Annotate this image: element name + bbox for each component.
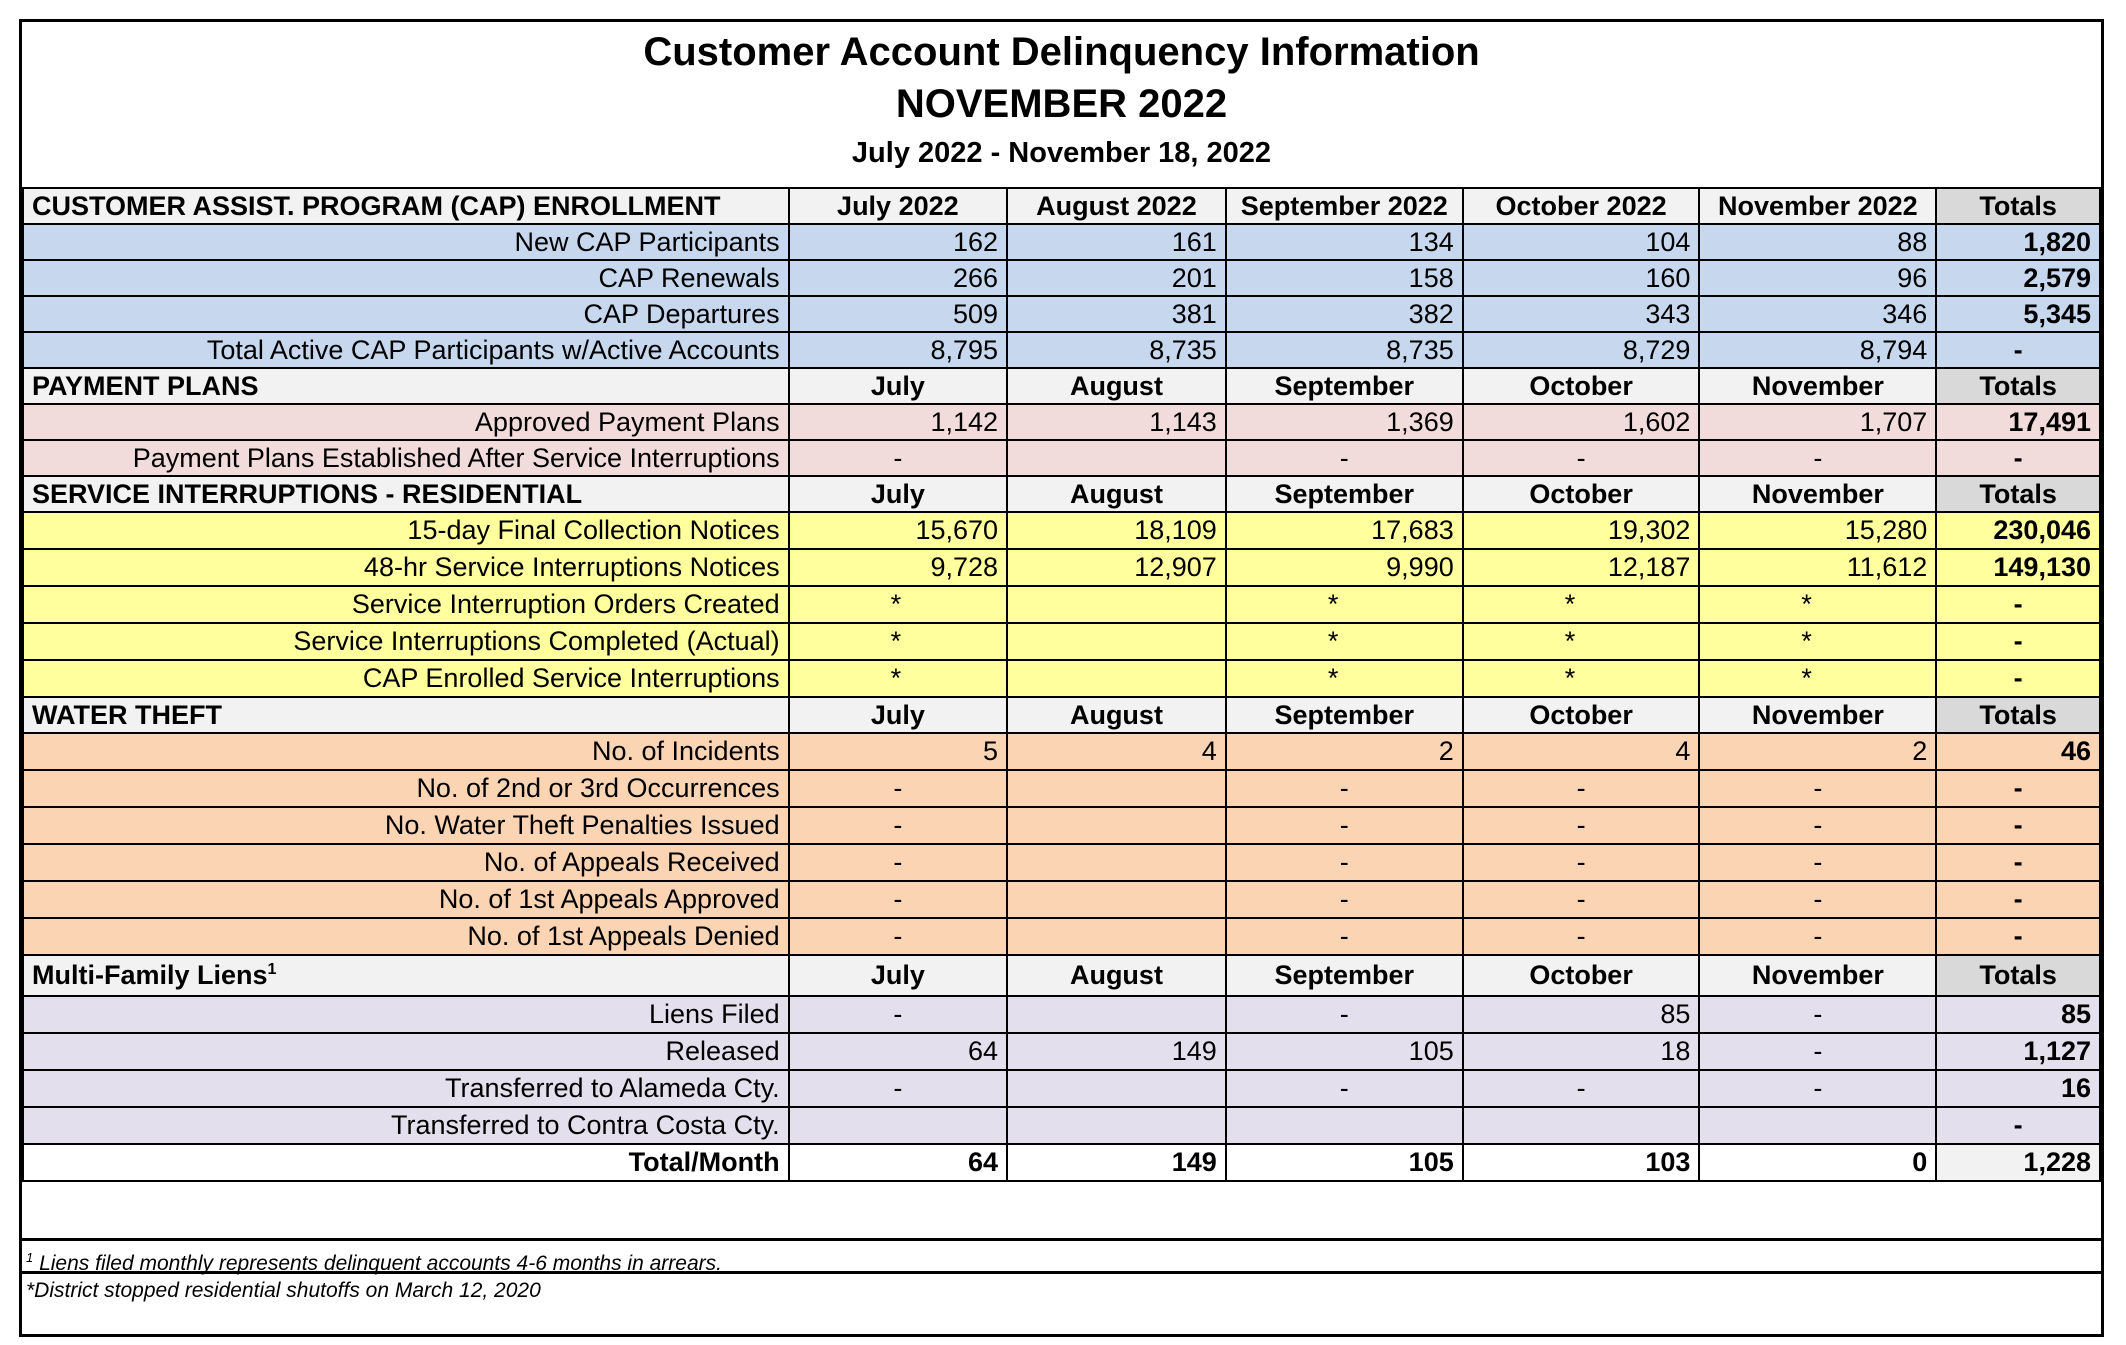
report-title: Customer Account Delinquency Information xyxy=(643,30,1480,74)
section-title xyxy=(23,697,789,733)
table-cell: 509 xyxy=(789,296,1007,332)
row-total: 149,130 xyxy=(1936,549,2100,586)
footnote-ref: 1 xyxy=(267,961,277,978)
row-total: 16 xyxy=(1936,1070,2100,1107)
table-cell: 96 xyxy=(1699,260,1936,296)
row-label: No. of Incidents xyxy=(23,733,789,770)
table-cell: 12,187 xyxy=(1463,549,1700,586)
delinquency-table xyxy=(22,187,2101,1182)
column-header: November xyxy=(1699,697,1936,733)
row-label: CAP Renewals xyxy=(23,260,789,296)
table-row xyxy=(23,996,2100,1033)
table-cell: 0 xyxy=(1699,1144,1936,1181)
table-row xyxy=(23,260,2100,296)
table-cell: 149 xyxy=(1007,1144,1226,1181)
table-cell: 88 xyxy=(1699,224,1936,260)
table-cell: - xyxy=(789,881,1007,918)
column-header: November 2022 xyxy=(1699,188,1936,224)
column-header: November xyxy=(1699,368,1936,404)
table-cell xyxy=(1007,440,1226,476)
row-total: - xyxy=(1936,1107,2100,1144)
row-label: No. of 2nd or 3rd Occurrences xyxy=(23,770,789,807)
table-cell: 105 xyxy=(1226,1033,1463,1070)
table-cell xyxy=(1007,996,1226,1033)
row-label: No. of Appeals Received xyxy=(23,844,789,881)
row-label: CAP Enrolled Service Interruptions xyxy=(23,660,789,697)
column-header: October xyxy=(1463,697,1700,733)
table-cell: - xyxy=(1463,807,1700,844)
row-label: No. of 1st Appeals Denied xyxy=(23,918,789,955)
row-total: 85 xyxy=(1936,996,2100,1033)
table-cell: * xyxy=(1699,623,1936,660)
table-cell: 19,302 xyxy=(1463,512,1700,549)
row-total: - xyxy=(1936,881,2100,918)
column-header: July 2022 xyxy=(789,188,1007,224)
table-cell: 1,707 xyxy=(1699,404,1936,440)
table-cell: 1,142 xyxy=(789,404,1007,440)
table-cell: 2 xyxy=(1226,733,1463,770)
row-label: Released xyxy=(23,1033,789,1070)
table-cell: 103 xyxy=(1463,1144,1700,1181)
table-cell: 382 xyxy=(1226,296,1463,332)
section-header-wat xyxy=(23,697,2100,733)
table-row xyxy=(23,807,2100,844)
row-label: 48-hr Service Interruptions Notices xyxy=(23,549,789,586)
table-cell: * xyxy=(1463,623,1700,660)
column-header: August 2022 xyxy=(1007,188,1226,224)
table-cell: 9,728 xyxy=(789,549,1007,586)
column-header: August xyxy=(1007,955,1226,996)
column-header: August xyxy=(1007,697,1226,733)
column-header: September xyxy=(1226,955,1463,996)
table-cell: - xyxy=(1463,770,1700,807)
column-header: Totals xyxy=(1936,188,2100,224)
section-header-cap xyxy=(23,188,2100,224)
table-cell: - xyxy=(1463,844,1700,881)
table-cell: - xyxy=(1226,996,1463,1033)
row-label: Total Active CAP Participants w/Active Accounts xyxy=(23,332,789,368)
table-cell: 201 xyxy=(1007,260,1226,296)
column-header: July xyxy=(789,955,1007,996)
section-title xyxy=(23,955,789,996)
table-cell xyxy=(789,1107,1007,1144)
table-cell: * xyxy=(789,586,1007,623)
table-row xyxy=(23,224,2100,260)
table-cell: 5 xyxy=(789,733,1007,770)
footnote-liens xyxy=(22,1238,2101,1275)
table-row xyxy=(23,733,2100,770)
column-header: July xyxy=(789,368,1007,404)
section-title-text: CUSTOMER ASSIST. PROGRAM (CAP) ENROLLMENT xyxy=(32,190,721,221)
row-total: - xyxy=(1936,623,2100,660)
table-cell: - xyxy=(1699,1070,1936,1107)
row-total: - xyxy=(1936,844,2100,881)
table-cell: - xyxy=(1463,918,1700,955)
table-cell: - xyxy=(1463,881,1700,918)
report-month: NOVEMBER 2022 xyxy=(895,82,1228,126)
table-cell: * xyxy=(1226,660,1463,697)
table-cell: 2 xyxy=(1699,733,1936,770)
table-cell: 162 xyxy=(789,224,1007,260)
section-header-lien xyxy=(23,955,2100,996)
row-total: - xyxy=(1936,586,2100,623)
row-total: - xyxy=(1936,660,2100,697)
table-row xyxy=(23,440,2100,476)
row-total: - xyxy=(1936,918,2100,955)
section-header-pay xyxy=(23,368,2100,404)
footnote-shutoffs: *District stopped residential shutoffs on March 12, 2020 xyxy=(22,1271,2101,1304)
table-row xyxy=(23,881,2100,918)
table-cell: 134 xyxy=(1226,224,1463,260)
table-cell: 160 xyxy=(1463,260,1700,296)
column-header: September 2022 xyxy=(1226,188,1463,224)
table-cell: * xyxy=(789,660,1007,697)
table-cell: - xyxy=(1699,807,1936,844)
column-header: October xyxy=(1463,955,1700,996)
table-cell: * xyxy=(1699,586,1936,623)
table-row xyxy=(23,586,2100,623)
row-label: Transferred to Contra Costa Cty. xyxy=(23,1107,789,1144)
table-cell: 1,602 xyxy=(1463,404,1700,440)
grand-total: 1,228 xyxy=(1936,1144,2100,1181)
column-header: Totals xyxy=(1936,368,2100,404)
row-label: Transferred to Alameda Cty. xyxy=(23,1070,789,1107)
table-cell: 4 xyxy=(1007,733,1226,770)
table-row xyxy=(23,1107,2100,1144)
table-row xyxy=(23,844,2100,881)
row-label: New CAP Participants xyxy=(23,224,789,260)
table-row xyxy=(23,770,2100,807)
table-cell xyxy=(1007,586,1226,623)
table-cell: 64 xyxy=(789,1033,1007,1070)
table-cell: 12,907 xyxy=(1007,549,1226,586)
row-total: - xyxy=(1936,770,2100,807)
column-header: October xyxy=(1463,368,1700,404)
table-cell: - xyxy=(1226,918,1463,955)
table-cell xyxy=(1226,1107,1463,1144)
row-total: 2,579 xyxy=(1936,260,2100,296)
table-cell: 381 xyxy=(1007,296,1226,332)
table-cell: - xyxy=(1699,844,1936,881)
table-cell: 17,683 xyxy=(1226,512,1463,549)
section-title xyxy=(23,476,789,512)
footnote-marker: 1 xyxy=(26,1250,34,1265)
table-cell: 15,670 xyxy=(789,512,1007,549)
table-cell: - xyxy=(789,807,1007,844)
table-row xyxy=(23,296,2100,332)
table-cell: - xyxy=(789,918,1007,955)
section-title-text: PAYMENT PLANS xyxy=(32,370,259,401)
row-label: CAP Departures xyxy=(23,296,789,332)
table-cell: 158 xyxy=(1226,260,1463,296)
row-label: No. of 1st Appeals Approved xyxy=(23,881,789,918)
table-cell: - xyxy=(789,440,1007,476)
column-header: September xyxy=(1226,476,1463,512)
column-header: November xyxy=(1699,476,1936,512)
table-cell: 266 xyxy=(789,260,1007,296)
column-header: September xyxy=(1226,697,1463,733)
column-header: July xyxy=(789,476,1007,512)
section-title xyxy=(23,188,789,224)
table-cell: * xyxy=(789,623,1007,660)
footnotes xyxy=(22,1238,2101,1304)
column-header: September xyxy=(1226,368,1463,404)
column-header: October xyxy=(1463,476,1700,512)
table-cell: 4 xyxy=(1463,733,1700,770)
table-cell: - xyxy=(1463,440,1700,476)
section-title-text: WATER THEFT xyxy=(32,699,222,730)
table-cell: * xyxy=(1226,623,1463,660)
table-cell: - xyxy=(1226,1070,1463,1107)
table-cell: 18 xyxy=(1463,1033,1700,1070)
table-cell: 8,735 xyxy=(1226,332,1463,368)
table-cell: * xyxy=(1226,586,1463,623)
table-cell: 15,280 xyxy=(1699,512,1936,549)
table-cell xyxy=(1007,1107,1226,1144)
table-cell: - xyxy=(789,770,1007,807)
table-cell xyxy=(1007,881,1226,918)
row-label: Service Interruption Orders Created xyxy=(23,586,789,623)
table-cell xyxy=(1007,660,1226,697)
row-total: 1,820 xyxy=(1936,224,2100,260)
table-cell: - xyxy=(1226,807,1463,844)
table-cell: * xyxy=(1699,660,1936,697)
section-title-text: SERVICE INTERRUPTIONS - RESIDENTIAL xyxy=(32,478,583,509)
table-cell: - xyxy=(1699,440,1936,476)
table-cell xyxy=(1007,1070,1226,1107)
column-header: Totals xyxy=(1936,955,2100,996)
table-cell: * xyxy=(1463,660,1700,697)
row-label: No. Water Theft Penalties Issued xyxy=(23,807,789,844)
table-cell: 105 xyxy=(1226,1144,1463,1181)
table-cell: 1,369 xyxy=(1226,404,1463,440)
table-cell: - xyxy=(789,844,1007,881)
table-cell xyxy=(1007,623,1226,660)
row-total: 17,491 xyxy=(1936,404,2100,440)
table-row xyxy=(23,623,2100,660)
row-total: 230,046 xyxy=(1936,512,2100,549)
row-total: 5,345 xyxy=(1936,296,2100,332)
column-header: August xyxy=(1007,476,1226,512)
table-row xyxy=(23,1070,2100,1107)
table-cell: - xyxy=(1226,440,1463,476)
table-cell: - xyxy=(789,1070,1007,1107)
table-cell: - xyxy=(1463,1070,1700,1107)
report-sheet xyxy=(19,19,2104,1337)
table-cell xyxy=(1007,844,1226,881)
section-header-svc xyxy=(23,476,2100,512)
table-cell xyxy=(1463,1107,1700,1144)
table-cell: - xyxy=(1699,1033,1936,1070)
table-row xyxy=(23,332,2100,368)
table-cell xyxy=(1007,918,1226,955)
report-date-range: July 2022 - November 18, 2022 xyxy=(851,137,1272,169)
table-cell xyxy=(1007,770,1226,807)
table-row xyxy=(23,1033,2100,1070)
row-label: Payment Plans Established After Service Interruptions xyxy=(23,440,789,476)
table-cell: - xyxy=(1226,770,1463,807)
row-label: Approved Payment Plans xyxy=(23,404,789,440)
table-cell xyxy=(1007,807,1226,844)
table-row xyxy=(23,660,2100,697)
table-cell: 8,794 xyxy=(1699,332,1936,368)
table-cell: 85 xyxy=(1463,996,1700,1033)
column-header: Totals xyxy=(1936,697,2100,733)
table-cell: - xyxy=(1699,770,1936,807)
column-header: October 2022 xyxy=(1463,188,1700,224)
table-cell: 8,729 xyxy=(1463,332,1700,368)
column-header: August xyxy=(1007,368,1226,404)
section-title xyxy=(23,368,789,404)
table-row xyxy=(23,404,2100,440)
table-row xyxy=(23,512,2100,549)
column-header: Totals xyxy=(1936,476,2100,512)
row-label: Liens Filed xyxy=(23,996,789,1033)
table-row xyxy=(23,918,2100,955)
title-block xyxy=(22,22,2101,190)
row-total: 46 xyxy=(1936,733,2100,770)
column-header: July xyxy=(789,697,1007,733)
section-title-text: Multi-Family Liens xyxy=(32,960,268,990)
total-month-row xyxy=(23,1144,2100,1181)
table-cell: - xyxy=(789,996,1007,1033)
row-label: Total/Month xyxy=(23,1144,789,1181)
row-total: - xyxy=(1936,807,2100,844)
table-cell: - xyxy=(1699,918,1936,955)
column-header: November xyxy=(1699,955,1936,996)
table-cell: - xyxy=(1699,996,1936,1033)
footnote-liens-text: Liens filed monthly represents delinquent accounts 4-6 months in arrears. xyxy=(39,1252,722,1275)
row-label: 15-day Final Collection Notices xyxy=(23,512,789,549)
row-total: 1,127 xyxy=(1936,1033,2100,1070)
table-cell: 8,795 xyxy=(789,332,1007,368)
row-total: - xyxy=(1936,440,2100,476)
table-cell: 18,109 xyxy=(1007,512,1226,549)
table-cell: * xyxy=(1463,586,1700,623)
table-cell: - xyxy=(1699,881,1936,918)
table-cell xyxy=(1699,1107,1936,1144)
table-cell: 8,735 xyxy=(1007,332,1226,368)
table-cell: 343 xyxy=(1463,296,1700,332)
table-cell: - xyxy=(1226,881,1463,918)
table-cell: 346 xyxy=(1699,296,1936,332)
row-total: - xyxy=(1936,332,2100,368)
table-cell: 161 xyxy=(1007,224,1226,260)
table-row xyxy=(23,549,2100,586)
table-cell: 149 xyxy=(1007,1033,1226,1070)
table-cell: 9,990 xyxy=(1226,549,1463,586)
table-cell: 64 xyxy=(789,1144,1007,1181)
row-label: Service Interruptions Completed (Actual) xyxy=(23,623,789,660)
table-cell: - xyxy=(1226,844,1463,881)
table-cell: 104 xyxy=(1463,224,1700,260)
table-cell: 11,612 xyxy=(1699,549,1936,586)
table-cell: 1,143 xyxy=(1007,404,1226,440)
